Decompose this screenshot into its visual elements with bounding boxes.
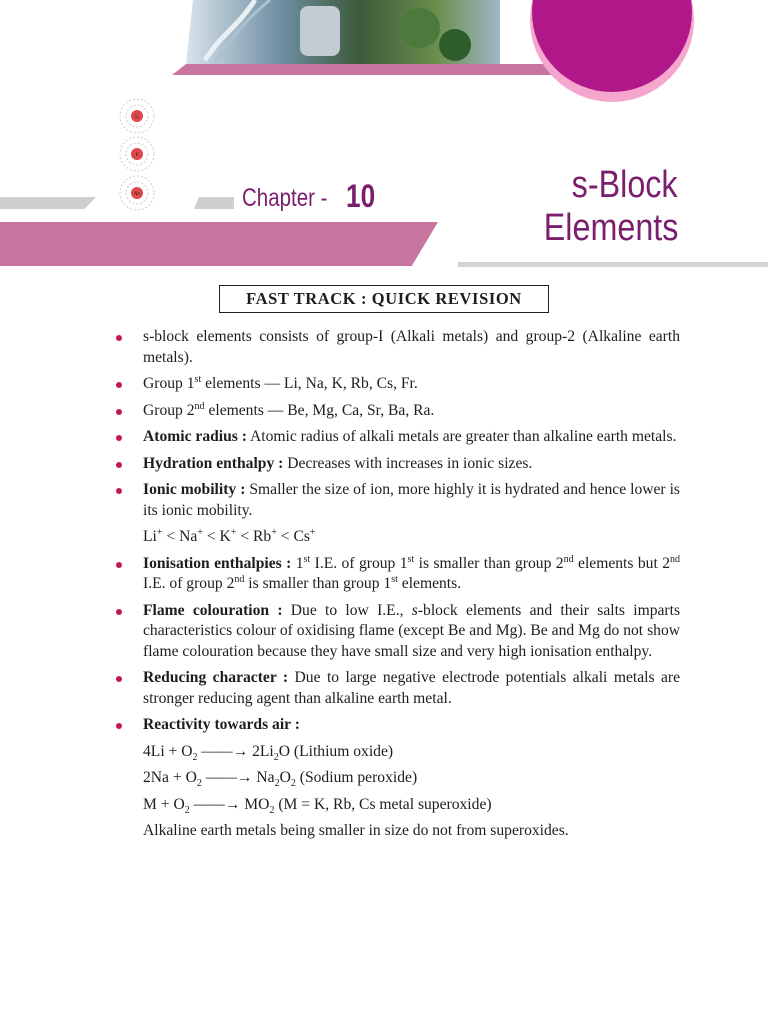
equation-sodium: $2Na + O_2$ ——→ $Na_2O_2$ (Sodium peroxide) xyxy=(143,769,418,790)
atom-symbol-k: K xyxy=(135,152,139,157)
chapter-title-line-1: s-Block xyxy=(572,164,678,206)
item-label: Ionic mobility : xyxy=(143,481,246,498)
list-item: Group 2nd elements — Be, Mg, Ca, Sr, Ba, Ra. xyxy=(143,401,680,422)
ionic-mobility-order: Li+ < Na+ < K+ < Rb+ < Cs+ xyxy=(143,526,316,545)
list-item: Ionic mobility : Smaller the size of ion, more highly it is hydrated and hence lower is its ionic mobility. Li+ < Na+ < K+ < Rb+ < Cs+ xyxy=(143,480,680,548)
equation-lithium: $4Li + O_2$ ——→ $2Li_2O$ (Lithium oxide) xyxy=(143,742,394,763)
microscope-icon xyxy=(300,6,340,56)
list-item xyxy=(143,715,680,736)
chapter-label: Chapter - xyxy=(242,184,328,212)
bullet-icon xyxy=(116,723,122,729)
closing-note: Alkaline earth metals being smaller in size do not from superoxides. xyxy=(143,822,569,839)
bullet-icon xyxy=(116,562,122,568)
banner-pink-strip xyxy=(172,64,560,75)
bullet-icon xyxy=(116,382,122,388)
revision-notes xyxy=(143,327,680,848)
list-item: Ionisation enthalpies : 1st I.E. of group 1st is smaller than group 2nd elements but 2nd I.E. of group 2nd is smaller than group 1st elements. xyxy=(143,554,680,595)
bullet-icon xyxy=(116,409,122,415)
item-label: Reactivity towards air : xyxy=(143,716,300,733)
item-label: Ionisation enthalpies : xyxy=(143,554,292,572)
header-banner-image xyxy=(0,0,768,110)
list-item: Atomic radius : Atomic radius of alkali metals are greater than alkaline earth metals. xyxy=(143,427,680,448)
decorative-gray-bar-left xyxy=(0,197,96,209)
item-label: Atomic radius : xyxy=(143,428,247,445)
bullet-icon xyxy=(116,335,122,341)
atom-diagrams xyxy=(116,96,158,216)
list-item: Group 1st elements — Li, Na, K, Rb, Cs, Fr. xyxy=(143,374,680,395)
list-item: Reducing character : Due to large negative electrode potentials alkali metals are stronger reducing agent than alkaline earth metal. xyxy=(143,668,680,709)
item-label: Flame colouration : xyxy=(143,601,283,619)
atom-symbol-na: Na xyxy=(134,191,140,196)
atom-symbol-li: Li xyxy=(135,114,139,119)
decorative-gray-rule-right xyxy=(458,262,768,267)
decorative-gray-bar-mid xyxy=(194,197,234,209)
chapter-number: 10 xyxy=(346,178,376,214)
section-heading-box xyxy=(219,285,549,313)
bullet-icon xyxy=(116,462,122,468)
list-item: Hydration enthalpy : Decreases with increases in ionic sizes. xyxy=(143,454,680,475)
section-heading: FAST TRACK : QUICK REVISION xyxy=(246,289,522,308)
list-item: s-block elements consists of group-I (Alkali metals) and group-2 (Alkaline earth metals). xyxy=(143,327,680,368)
bullet-icon xyxy=(116,488,122,494)
equation-superoxide: $M + O_2$ ——→ $MO_2$ (M = K, Rb, Cs metal superoxide) xyxy=(143,795,492,816)
item-label: Hydration enthalpy : xyxy=(143,454,284,472)
bullet-icon xyxy=(116,676,122,682)
list-item: Flame colouration : Due to low I.E., s-block elements and their salts imparts characteristics colour of oxidising flame (except Be and Mg). Be and Mg do not show flame colouration because they have small size and very high ionisation enthalpy. xyxy=(143,601,680,663)
bullet-icon xyxy=(116,435,122,441)
item-label: Reducing character : xyxy=(143,669,289,686)
decorative-pink-band xyxy=(0,222,438,266)
bullet-icon xyxy=(116,609,122,615)
chapter-title-line-2: Elements xyxy=(543,207,678,249)
